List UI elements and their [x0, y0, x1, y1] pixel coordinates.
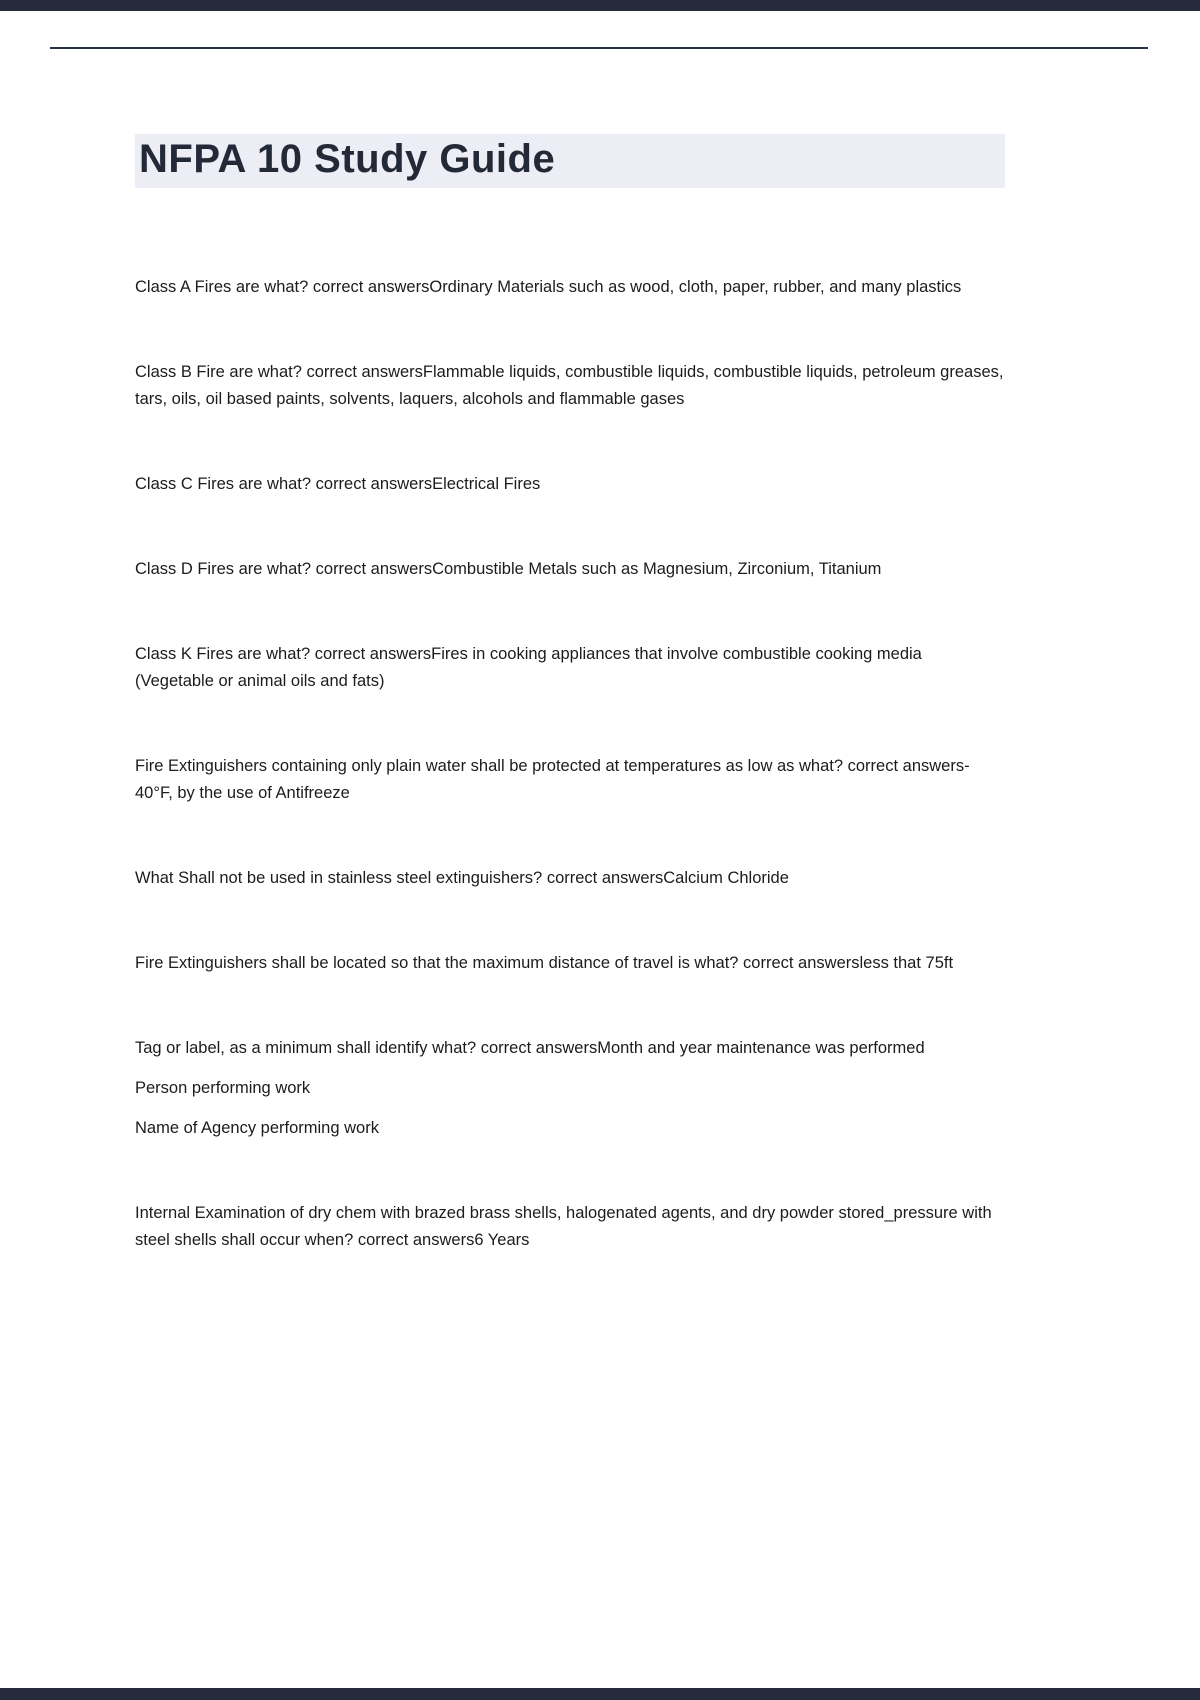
qa-paragraph: Tag or label, as a minimum shall identify what? correct answersMonth and year maintenance was performed: [135, 1039, 925, 1057]
qa-block: [135, 1035, 1005, 1142]
qa-paragraph: Fire Extinguishers shall be located so that the maximum distance of travel is what? correct answersless that 75ft: [135, 954, 954, 972]
qa-block: [135, 1200, 1005, 1254]
qa-paragraph: Fire Extinguishers containing only plain water shall be protected at temperatures as low as what? correct answers-40°F, by the use of Antifreeze: [135, 757, 970, 802]
page-title: NFPA 10 Study Guide: [135, 134, 1005, 188]
qa-block: [135, 556, 1005, 583]
qa-paragraph: Class D Fires are what? correct answersCombustible Metals such as Magnesium, Zirconium, Titanium: [135, 560, 882, 578]
qa-block: [135, 274, 1005, 301]
qa-paragraph: Internal Examination of dry chem with brazed brass shells, halogenated agents, and dry powder stored_pressure with steel shells shall occur when? correct answers6 Years: [135, 1204, 992, 1249]
bottom-border-bar: [0, 1688, 1200, 1700]
qa-paragraph: What Shall not be used in stainless steel extinguishers? correct answersCalcium Chloride: [135, 869, 789, 887]
qa-block: [135, 950, 1005, 977]
qa-block: [135, 753, 1005, 807]
qa-block: [135, 471, 1005, 498]
qa-paragraph: Class K Fires are what? correct answersFires in cooking appliances that involve combustible cooking media (Vegetable or animal oils and fats): [135, 645, 922, 690]
qa-block: [135, 865, 1005, 892]
qa-block: [135, 359, 1005, 413]
qa-paragraph: Name of Agency performing work: [135, 1119, 379, 1137]
qa-paragraph: Person performing work: [135, 1079, 311, 1097]
qa-paragraph: Class C Fires are what? correct answersElectrical Fires: [135, 475, 541, 493]
qa-paragraph: Class B Fire are what? correct answersFlammable liquids, combustible liquids, combustible liquids, petroleum greases, tars, oils, oil based paints, solvents, laquers, alcohols and flammable gases: [135, 363, 1004, 408]
document-body: [135, 274, 1005, 1254]
qa-block: [135, 641, 1005, 695]
qa-paragraph: Class A Fires are what? correct answersOrdinary Materials such as wood, cloth, paper, rubber, and many plastics: [135, 278, 962, 296]
